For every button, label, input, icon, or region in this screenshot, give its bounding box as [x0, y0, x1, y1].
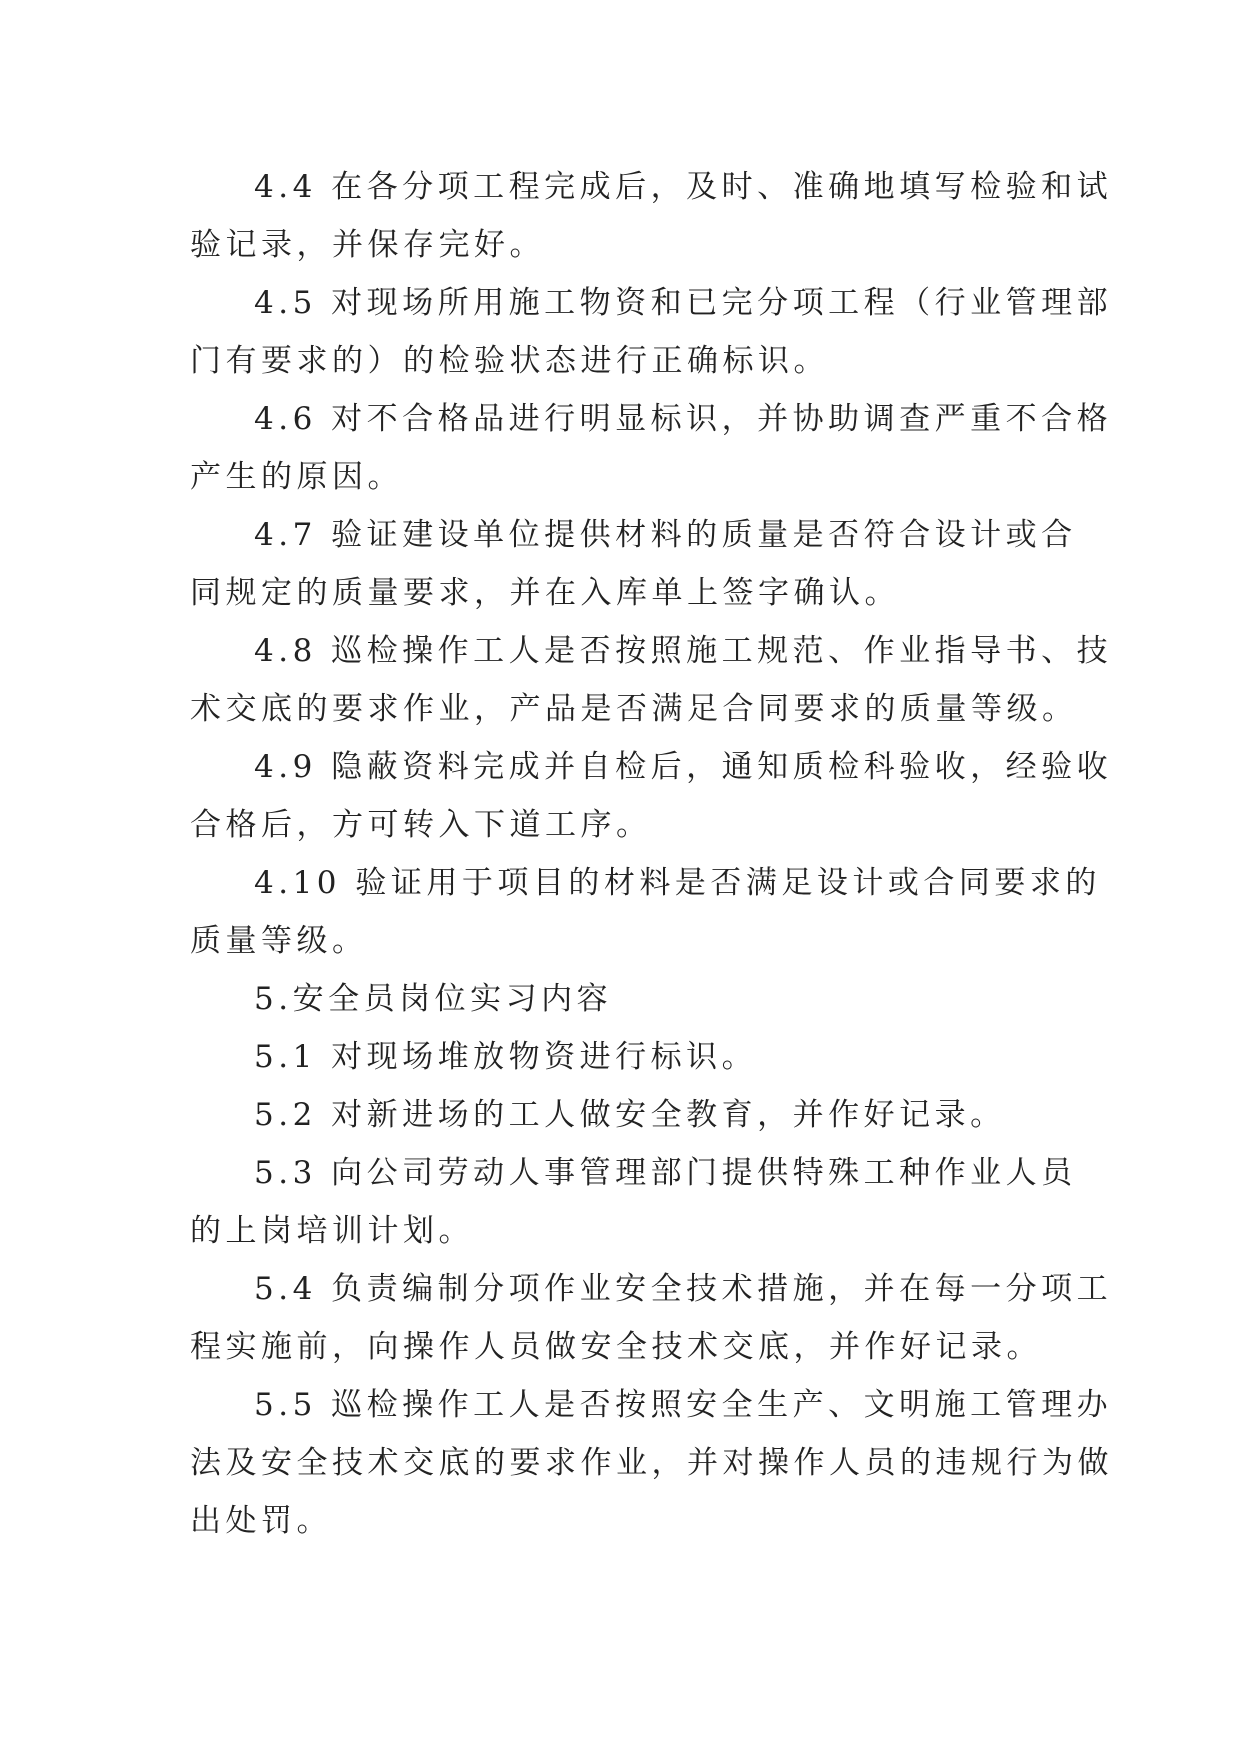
paragraph-4-7 — [190, 506, 1077, 622]
paragraph-4-6 — [190, 390, 1113, 506]
paragraph-line: 5.2 对新进场的工人做安全教育，并作好记录。 — [254, 1097, 1006, 1133]
paragraph-line: 的上岗培训计划。 — [190, 1213, 474, 1249]
paragraph-line: 4.6 对不合格品进行明显标识，并协助调查严重不合格 — [254, 401, 1113, 437]
paragraph-5-4 — [190, 1260, 1113, 1376]
paragraph-line: 验记录，并保存完好。 — [190, 227, 545, 263]
paragraph-4-5 — [190, 274, 1113, 390]
paragraph-line: 5.4 负责编制分项作业安全技术措施，并在每一分项工 — [254, 1271, 1113, 1307]
paragraph-line: 5.3 向公司劳动人事管理部门提供特殊工种作业人员 — [254, 1155, 1077, 1191]
paragraph-line: 5.安全员岗位实习内容 — [254, 981, 613, 1017]
paragraph-5-1 — [190, 1028, 1050, 1086]
section-heading-5 — [190, 970, 1050, 1028]
paragraph-line: 4.8 巡检操作工人是否按照施工规范、作业指导书、技 — [254, 633, 1113, 669]
paragraph-line: 法及安全技术交底的要求作业，并对操作人员的违规行为做 — [190, 1445, 1113, 1481]
paragraph-line: 门有要求的）的检验状态进行正确标识。 — [190, 343, 829, 379]
paragraph-line: 出处罚。 — [190, 1503, 332, 1539]
paragraph-line: 程实施前，向操作人员做安全技术交底，并作好记录。 — [190, 1329, 1042, 1365]
paragraph-line: 4.5 对现场所用施工物资和已完分项工程（行业管理部 — [254, 285, 1113, 321]
paragraph-4-9 — [190, 738, 1113, 854]
paragraph-5-5 — [190, 1376, 1113, 1550]
paragraph-line: 4.9 隐蔽资料完成并自检后，通知质检科验收，经验收 — [254, 749, 1113, 785]
paragraph-line: 产生的原因。 — [190, 459, 403, 495]
paragraph-line: 4.7 验证建设单位提供材料的质量是否符合设计或合 — [254, 517, 1077, 553]
paragraph-line: 5.5 巡检操作工人是否按照安全生产、文明施工管理办 — [254, 1387, 1113, 1423]
paragraph-line: 合格后，方可转入下道工序。 — [190, 807, 652, 843]
paragraph-line: 5.1 对现场堆放物资进行标识。 — [254, 1039, 758, 1075]
paragraph-line: 4.10 验证用于项目的材料是否满足设计或合同要求的 — [254, 865, 1101, 901]
paragraph-line: 同规定的质量要求，并在入库单上签字确认。 — [190, 575, 900, 611]
paragraph-4-8 — [190, 622, 1113, 738]
paragraph-4-4 — [190, 158, 1113, 274]
paragraph-line: 4.4 在各分项工程完成后，及时、准确地填写检验和试 — [254, 169, 1113, 205]
paragraph-line: 术交底的要求作业，产品是否满足合同要求的质量等级。 — [190, 691, 1078, 727]
paragraph-4-10 — [190, 854, 1101, 970]
paragraph-5-3 — [190, 1144, 1077, 1260]
paragraph-5-2 — [190, 1086, 1050, 1144]
paragraph-line: 质量等级。 — [190, 923, 368, 959]
document-body — [190, 158, 1113, 1550]
